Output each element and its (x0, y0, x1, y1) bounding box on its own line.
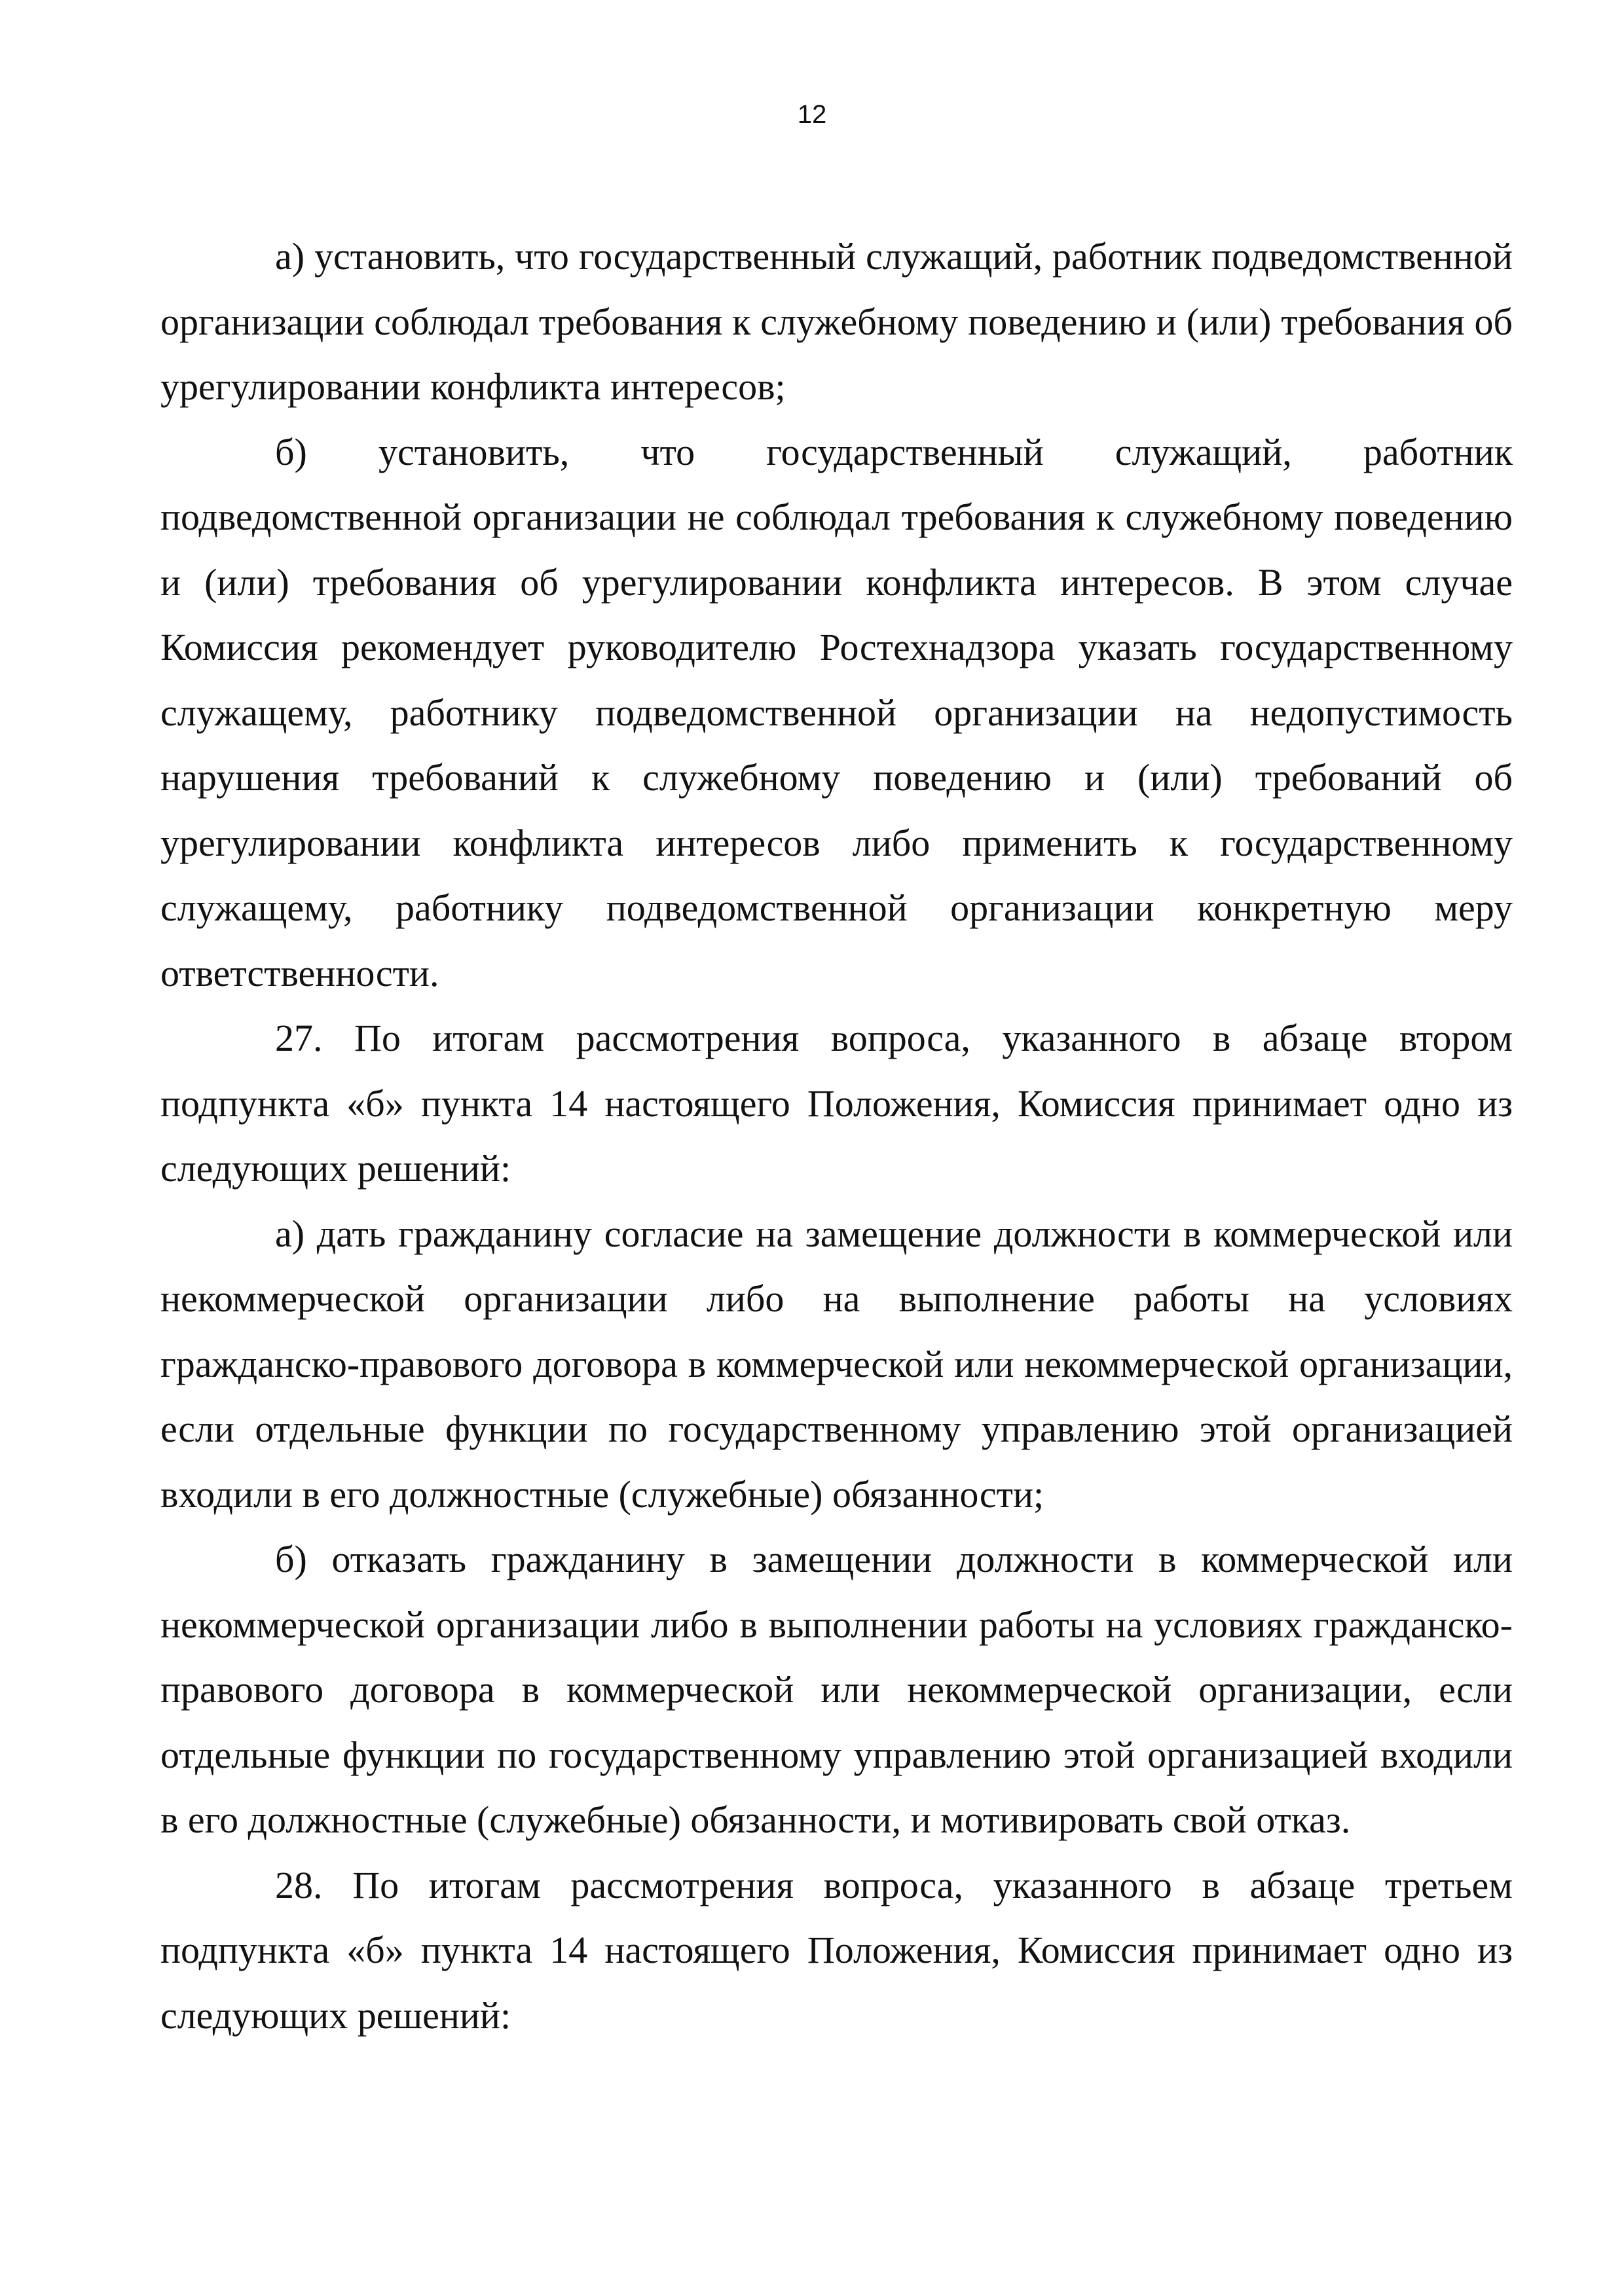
paragraph-28: 28. По итогам рассмотрения вопроса, указанного в абзаце третьем подпункта «б» пункта 14 настоящего Положения, Комиссия принимает одно из следующих решений: (160, 1863, 1513, 2037)
paragraph-27-a: а) дать гражданину согласие на замещение должности в коммерческой или некоммерческой организации либо на выполнение работы на условиях гражданско-правового договора в коммерческой или некоммерческой организации, если отдельные функции по государственному управлению этой организацией входили в его должностные (служебные) обязанности; (160, 1212, 1513, 1516)
paragraph-27-b: б) отказать гражданину в замещении должности в коммерческой или некоммерческой организации либо в выполнении работы на условиях гражданско-правового договора в коммерческой или некоммерческой организации, если отдельные функции по государственному управлению этой организацией входили в его должностные (служебные) обязанности, и мотивировать свой отказ. (160, 1538, 1513, 1841)
paragraph-a-complied: а) установить, что государственный служащий, работник подведомственной организации соблюдал требования к служебному поведению и (или) требования об урегулировании конфликта интересов; (160, 235, 1513, 408)
paragraph-27: 27. По итогам рассмотрения вопроса, указанного в абзаце втором подпункта «б» пункта 14 настоящего Положения, Комиссия принимает одно из следующих решений: (160, 1017, 1513, 1190)
page-number: 12 (797, 100, 827, 129)
paragraph-b-not-complied: б) установить, что государственный служащий, работник подведомственной организации не соблюдал требования к служебному поведению и (или) требования об урегулировании конфликта интересов. В этом случае Комиссия рекомендует руководителю Ростехнадзора указать государственному служащему, работнику подведомственной организации на недопустимость нарушения требований к служебному поведению и (или) требований об урегулировании конфликта интересов либо применить к государственному служащему, работнику подведомственной организации конкретную меру ответственности. (160, 430, 1513, 994)
document-body (160, 224, 1513, 2048)
